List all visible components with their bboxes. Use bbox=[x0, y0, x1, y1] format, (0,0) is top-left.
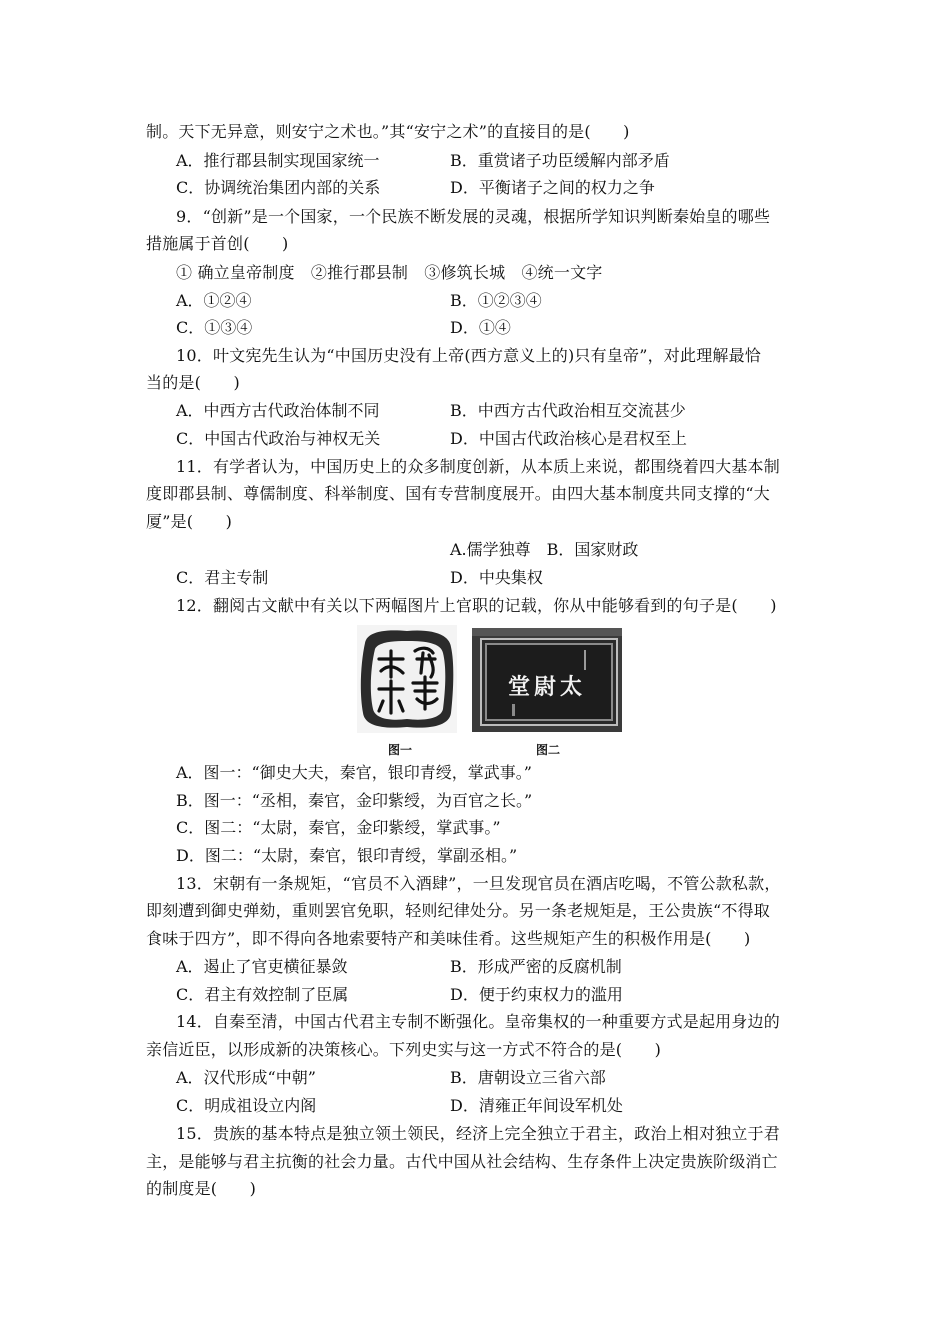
q13-stem-line3: 食味于四方”，即不得向各地索要特产和美味佳肴。这些规矩产生的积极作用是( ) bbox=[146, 929, 751, 948]
seal-svg bbox=[357, 625, 457, 733]
plaque-image bbox=[472, 628, 622, 732]
q9-option-b[interactable]: B．①②③④ bbox=[450, 291, 542, 310]
q13-option-d[interactable]: D．便于约束权力的滥用 bbox=[450, 985, 623, 1004]
q8-option-c[interactable]: C．协调统治集团内部的关系 bbox=[176, 178, 381, 197]
q15-stem-line1: 15．贵族的基本特点是独立领土领民，经济上完全独立于君主，政治上相对独立于君 bbox=[176, 1124, 780, 1143]
seal-text bbox=[457, 625, 458, 626]
q11-stem-line1: 11．有学者认为，中国历史上的众多制度创新，从本质上来说，都围绕着四大基本制 bbox=[176, 457, 780, 476]
q12-stem: 12．翻阅古文献中有关以下两幅图片上官职的记载，你从中能够看到的句子是( ) bbox=[176, 596, 777, 615]
q13-stem-line2: 即刻遭到御史弹劾，重则罢官免职，轻则纪律处分。另一条老规矩是，王公贵族“不得取 bbox=[146, 901, 770, 920]
q14-option-d[interactable]: D．清雍正年间设军机处 bbox=[450, 1096, 623, 1115]
q10-option-d[interactable]: D．中国古代政治核心是君权至上 bbox=[450, 429, 687, 448]
figure1-caption: 图一 bbox=[388, 743, 413, 757]
q12-option-a[interactable]: A．图一：“御史大夫，秦官，银印青绶，掌武事。” bbox=[176, 763, 532, 782]
q11-stem-line3: 厦”是( ) bbox=[146, 512, 233, 531]
plaque-small-inscription bbox=[584, 650, 586, 670]
q9-stem-line1: 9．“创新”是一个国家，一个民族不断发展的灵魂，根据所学知识判断秦始皇的哪些 bbox=[176, 207, 771, 226]
q9-items: ① 确立皇帝制度 ②推行郡县制 ③修筑长城 ④统一文字 bbox=[176, 263, 603, 282]
q10-option-b[interactable]: B．中西方古代政治相互交流甚少 bbox=[450, 401, 686, 420]
q11-option-ab[interactable]: A.儒学独尊 B．国家财政 bbox=[450, 540, 639, 559]
q13-stem-line1: 13．宋朝有一条规矩，“官员不入酒肆”，一旦发现官员在酒店吃喝，不管公款私款， bbox=[176, 874, 781, 893]
q9-option-d[interactable]: D．①④ bbox=[450, 318, 511, 337]
q10-option-c[interactable]: C．中国古代政治与神权无关 bbox=[176, 429, 381, 448]
q12-option-b[interactable]: B．图一：“丞相，秦官，金印紫绶，为百官之长。” bbox=[176, 791, 533, 810]
q14-stem-line1: 14．自秦至清，中国古代君主专制不断强化。皇帝集权的一种重要方式是起用身边的 bbox=[176, 1012, 780, 1031]
q15-stem-line2: 主，是能够与君主抗衡的社会力量。古代中国从社会结构、生存条件上决定贵族阶级消亡 bbox=[146, 1152, 778, 1171]
q10-stem-line1: 10．叶文宪先生认为“中国历史没有上帝(西方意义上的)只有皇帝”，对此理解最恰 bbox=[176, 346, 762, 365]
q15-stem-line3: 的制度是( ) bbox=[146, 1179, 257, 1198]
plaque-text: 太尉堂 bbox=[507, 674, 586, 700]
q11-stem-line2: 度即郡县制、尊儒制度、科举制度、国有专营制度展开。由四大基本制度共同支撑的“大 bbox=[146, 484, 770, 503]
seal-image bbox=[357, 625, 457, 733]
q11-option-c[interactable]: C．君主专制 bbox=[176, 568, 269, 587]
q12-option-d[interactable]: D．图二：“太尉，秦官，银印青绶，掌副丞相。” bbox=[176, 846, 518, 865]
q8-option-a[interactable]: A．推行郡县制实现国家统一 bbox=[176, 151, 380, 170]
q10-stem-line2: 当的是( ) bbox=[146, 373, 240, 392]
q8-option-d[interactable]: D．平衡诸子之间的权力之争 bbox=[450, 178, 655, 197]
plaque-signature-mark bbox=[512, 704, 515, 716]
q14-option-b[interactable]: B．唐朝设立三省六部 bbox=[450, 1068, 606, 1087]
q9-option-c[interactable]: C．①③④ bbox=[176, 318, 253, 337]
plaque-top-beam bbox=[472, 628, 622, 636]
q13-option-b[interactable]: B．形成严密的反腐机制 bbox=[450, 957, 622, 976]
q10-option-a[interactable]: A．中西方古代政治体制不同 bbox=[176, 401, 380, 420]
q9-option-a[interactable]: A．①②④ bbox=[176, 291, 252, 310]
q13-option-a[interactable]: A．遏止了官吏横征暴敛 bbox=[176, 957, 348, 976]
q13-option-c[interactable]: C．君主有效控制了臣属 bbox=[176, 985, 349, 1004]
q12-option-c[interactable]: C．图二：“太尉，秦官，金印紫绶，掌武事。” bbox=[176, 818, 501, 837]
q8-stem-tail: 制。天下无异意，则安宁之术也。”其“安宁之术”的直接目的是( ) bbox=[146, 122, 630, 141]
q11-option-d[interactable]: D．中央集权 bbox=[450, 568, 543, 587]
figure2-caption: 图二 bbox=[536, 743, 561, 757]
q14-option-c[interactable]: C．明成祖设立内阁 bbox=[176, 1096, 317, 1115]
q8-option-b[interactable]: B．重赏诸子功臣缓解内部矛盾 bbox=[450, 151, 670, 170]
q14-stem-line2: 亲信近臣，以形成新的决策核心。下列史实与这一方式不符合的是( ) bbox=[146, 1040, 662, 1059]
q9-stem-line2: 措施属于首创( ) bbox=[146, 234, 289, 253]
q14-option-a[interactable]: A．汉代形成“中朝” bbox=[176, 1068, 316, 1087]
